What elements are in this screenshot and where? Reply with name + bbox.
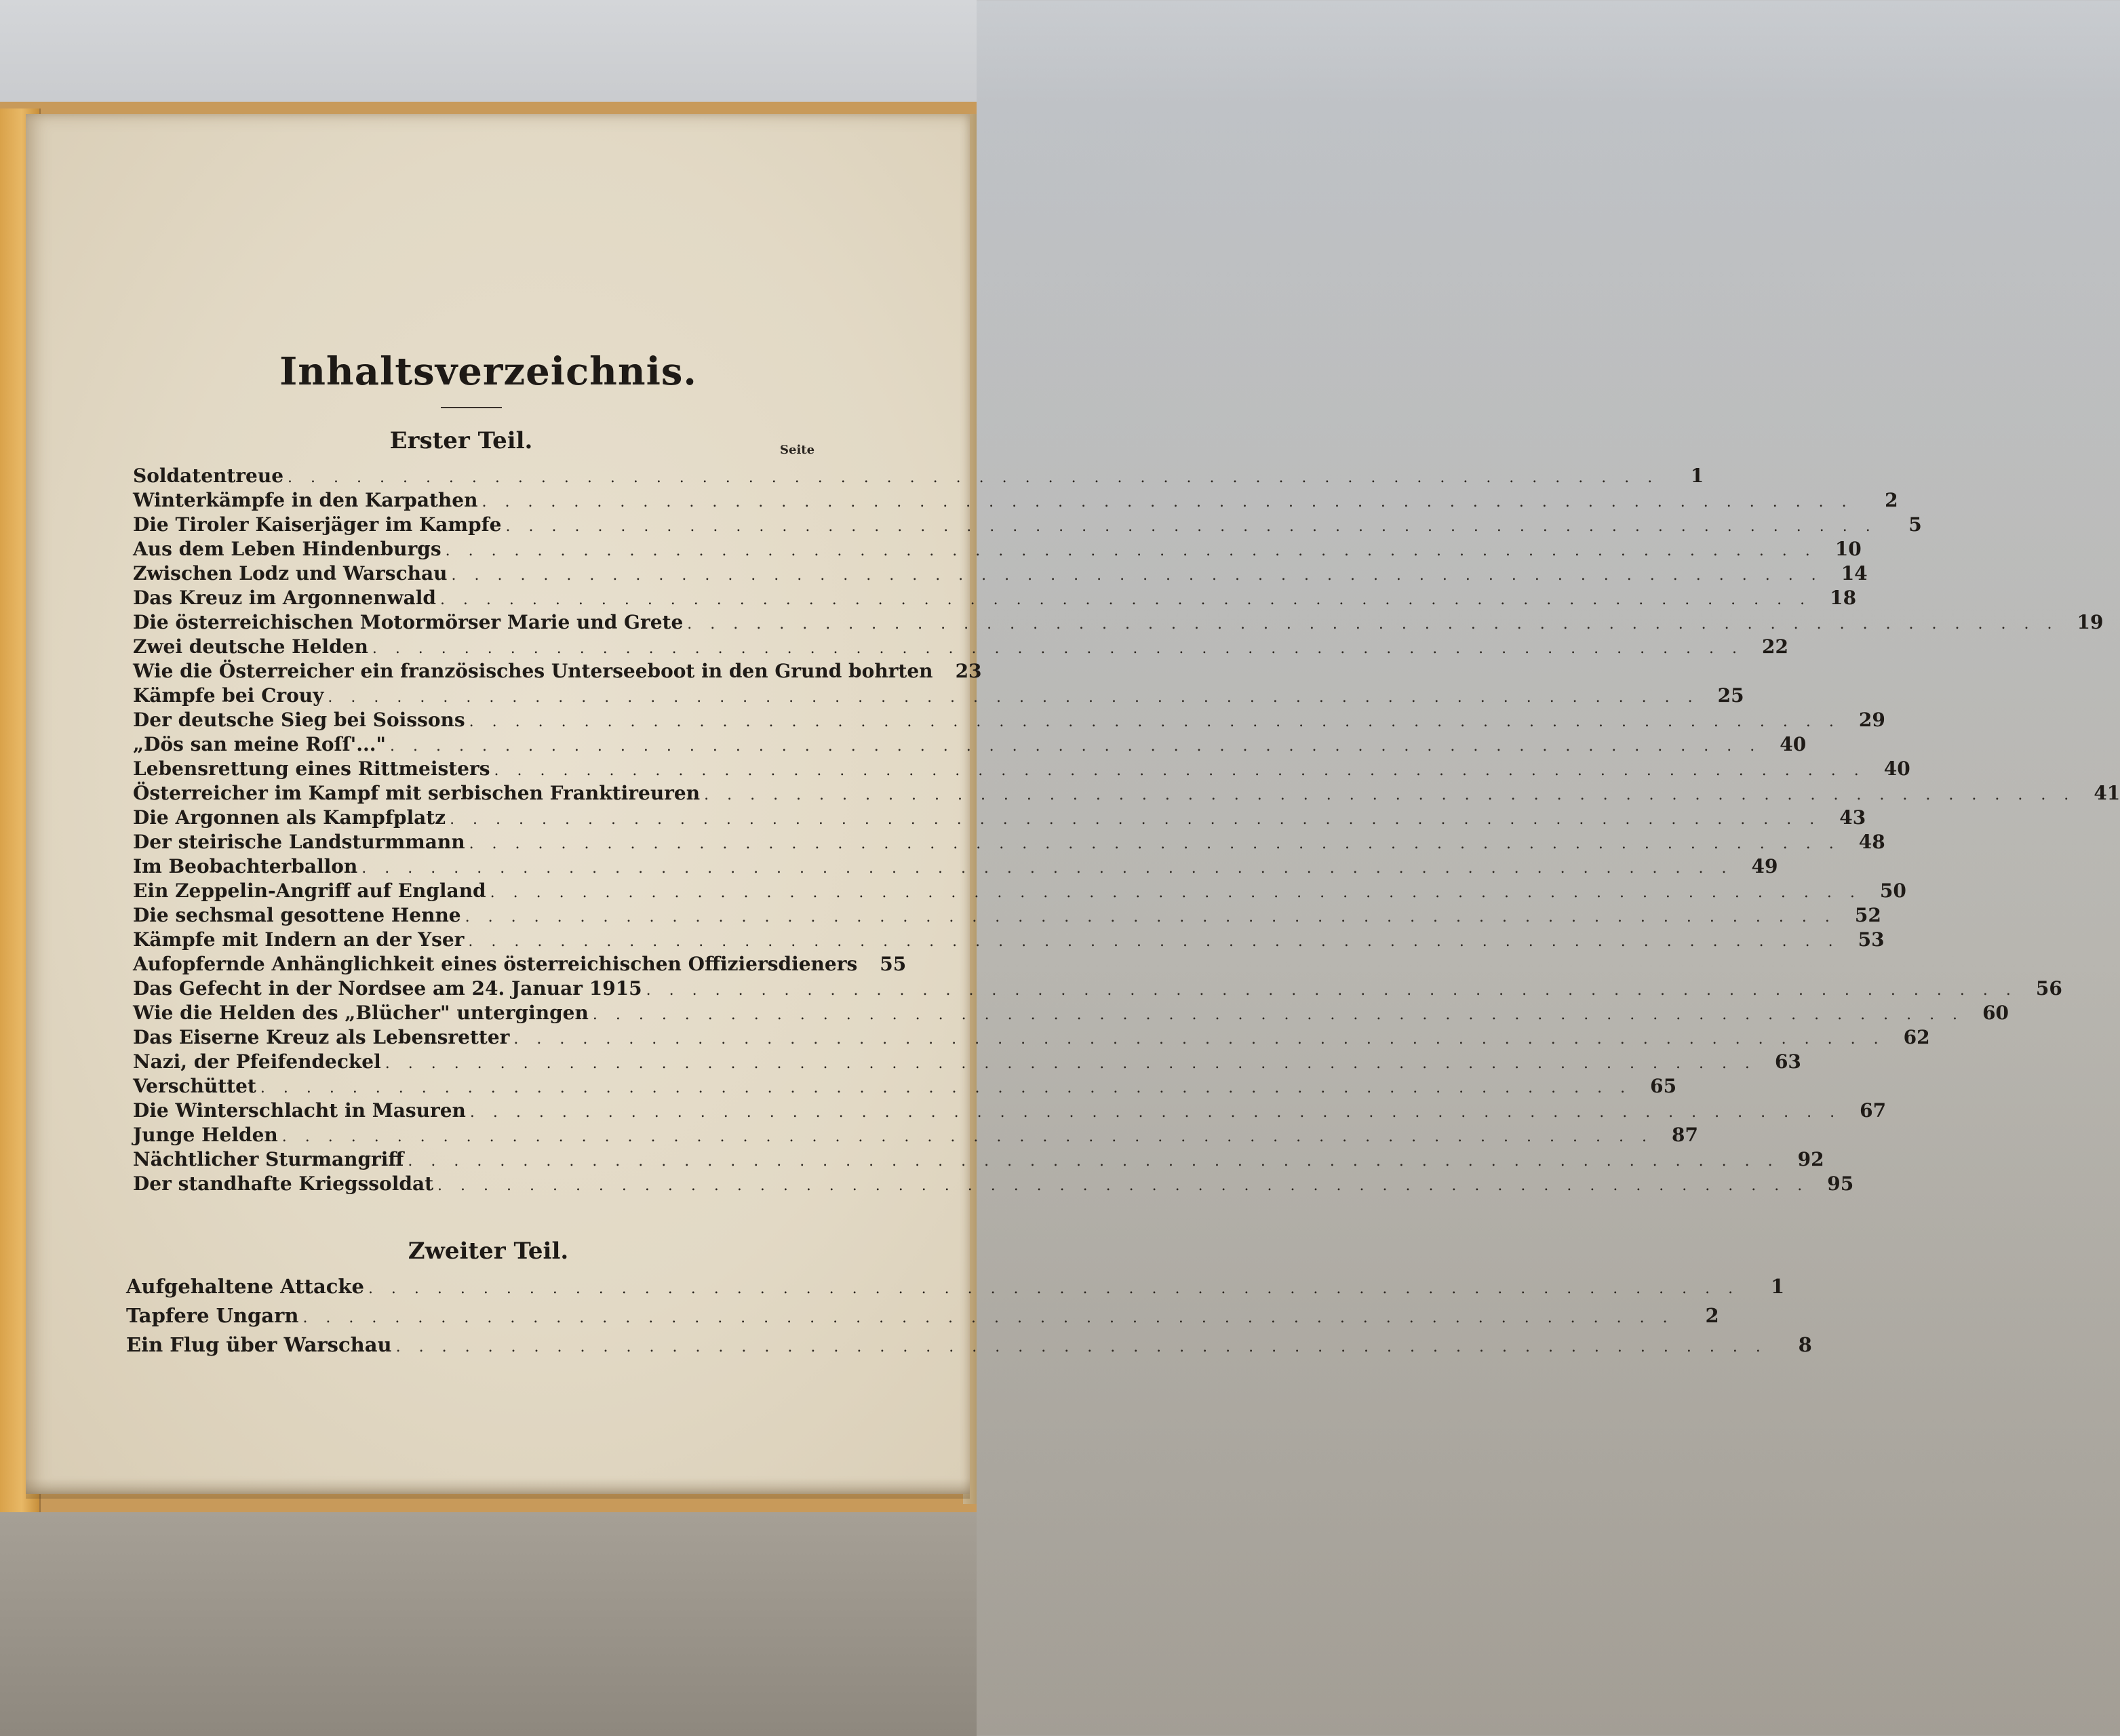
toc-leader-dots [282,1128,1653,1145]
toc-leader-dots [440,591,1811,608]
toc-entry-page: 40 [1883,757,1910,780]
toc-entry-title: Das Gefecht in der Nordsee am 24. Januar 1915 [133,977,642,1000]
toc-entry-title: Der standhafte Kriegssoldat [133,1172,434,1195]
toc-entry-page: 50 [1879,880,1906,902]
page-column-label: Seite [780,443,815,457]
toc-leader-dots [385,1055,1756,1072]
toc-entry-page: 25 [1717,684,1744,707]
toc-entry [126,1275,1785,1304]
toc-entry-page: 60 [1982,1002,2009,1024]
toc-leader-dots [506,518,1877,535]
toc-leader-dots [646,982,2018,999]
toc-entry-page: 10 [1834,538,1862,560]
toc-entry-title: Die Argonnen als Kampfplatz [133,806,446,829]
toc-entry [133,928,1885,953]
toc-entry-title: Die österreichischen Motormörser Marie und Grete [133,611,684,633]
toc-leader-dots [446,542,1817,559]
table-surface-bottom [0,1492,977,1736]
toc-entry-title: Das Eiserne Kreuz als Lebensretter [133,1026,510,1048]
toc-entry [133,1172,1854,1197]
toc-entry [133,1124,1698,1148]
toc-entry-page: 62 [1903,1026,1930,1048]
toc-entry-page: 19 [2077,611,2104,633]
page-shadow [26,1478,970,1499]
toc-entry [133,831,1885,855]
toc-entry-page: 87 [1671,1124,1698,1146]
toc-entry [133,757,1910,782]
toc-entry [133,855,1778,880]
toc-entry-title: Lebensrettung eines Rittmeisters [133,757,490,780]
toc-leader-dots [372,640,1744,657]
toc-entry-page: 23 [955,660,982,682]
toc-entry-page: 53 [1858,928,1885,951]
toc-entry-page: 1 [1690,465,1704,487]
toc-entry-title: Tapfere Ungarn [126,1304,299,1327]
toc-entry-page: 5 [1908,513,1922,536]
toc-leader-dots [328,689,1699,706]
toc-entry [133,660,982,684]
toc-entry [126,1304,1719,1333]
toc-leader-dots [468,933,1839,950]
toc-entry-title: Österreicher im Kampf mit serbischen Franktireuren [133,782,701,804]
toc-entry-title: Zwei deutsche Helden [133,635,368,658]
toc-entry-page: 52 [1854,904,1881,926]
toc-leader-dots [494,762,1866,779]
toc-entry-title: Kämpfe bei Crouy [133,684,324,707]
toc-entry-page: 18 [1830,587,1857,609]
toc-entry [133,1148,1824,1172]
toc-entry [126,1333,1812,1362]
toc-entry [133,1050,1801,1075]
toc-entry-page: 48 [1858,831,1885,853]
toc-part-one [133,465,2120,1197]
toc-part-two [126,1275,1812,1362]
toc-entry-title: Zwischen Lodz und Warschau [133,562,448,585]
toc-entry-title: Die Winterschlacht in Masuren [133,1099,466,1122]
toc-entry-title: Der deutsche Sieg bei Soissons [133,709,465,731]
toc-entry [133,904,1881,928]
toc-leader-dots [470,1104,1841,1121]
toc-entry [133,1075,1677,1099]
toc-leader-dots [302,1309,1674,1326]
toc-leader-dots [450,811,1821,828]
toc-leader-dots [288,469,1659,486]
toc-entry-page: 2 [1705,1304,1719,1327]
toc-entry-title: Junge Helden [133,1124,278,1146]
toc-entry [133,538,1862,562]
toc-leader-dots [390,738,1761,755]
toc-entry [133,611,2104,635]
toc-leader-dots [704,787,2075,804]
toc-entry-page: 29 [1858,709,1885,731]
toc-entry-title: Nazi, der Pfeifendeckel [133,1050,381,1073]
toc-entry-title: Ein Zeppelin-Angriff auf England [133,880,486,902]
toc-entry-title: Aufopfernde Anhänglichkeit eines österreichischen Offiziersdieners [133,953,858,975]
toc-entry-page: 65 [1650,1075,1677,1097]
part-one-heading: Erster Teil. [389,427,533,454]
toc-entry-page: 56 [2035,977,2062,1000]
toc-leader-dots [469,835,1841,852]
toc-entry-page: 95 [1827,1172,1854,1195]
toc-leader-dots [687,616,2058,633]
toc-leader-dots [260,1080,1632,1097]
toc-entry-page: 41 [2094,782,2120,804]
toc-entry-title: Die Tiroler Kaiserjäger im Kampfe [133,513,502,536]
toc-entry-title: Kämpfe mit Indern an der Yser [133,928,465,951]
toc-entry-title: Soldatentreue [133,465,284,487]
toc-leader-dots [593,1006,1964,1023]
toc-leader-dots [396,1339,1767,1356]
toc-entry [133,709,1885,733]
toc-leader-dots [408,1153,1779,1170]
toc-leader-dots [361,860,1733,877]
toc-entry-title: Verschüttet [133,1075,256,1097]
part-two-heading: Zweiter Teil. [408,1238,569,1265]
toc-entry [133,880,1906,904]
toc-entry-page: 92 [1797,1148,1824,1170]
toc-entry [133,562,1868,587]
toc-entry-page: 2 [1885,489,1898,511]
toc-entry-title: Winterkämpfe in den Karpathen [133,489,478,511]
toc-leader-dots [482,494,1853,511]
toc-entry [133,953,907,977]
toc-entry [133,1026,1930,1050]
toc-entry-page: 8 [1798,1333,1812,1356]
toc-entry [133,806,1866,831]
toc-entry [133,782,2120,806]
toc-entry-page: 22 [1762,635,1789,658]
toc-leader-dots [368,1280,1740,1297]
toc-entry [133,1099,1887,1124]
toc-leader-dots [465,909,1837,926]
toc-entry [133,733,1807,757]
toc-entry-title: Der steirische Landsturmmann [133,831,465,853]
toc-entry [133,465,1704,489]
toc-entry-title: Aufgehaltene Attacke [126,1275,364,1298]
toc-entry [133,587,1857,611]
toc-entry [133,489,1898,513]
toc-entry-page: 1 [1770,1275,1785,1298]
toc-entry-page: 67 [1860,1099,1887,1122]
toc-entry-page: 63 [1774,1050,1801,1073]
toc-entry [133,684,1744,709]
toc-entry-title: Das Kreuz im Argonnenwald [133,587,436,609]
page-title: Inhaltsverzeichnis. [279,349,697,394]
toc-entry [133,1002,2009,1026]
toc-leader-dots [490,884,1862,901]
toc-entry-title: Ein Flug über Warschau [126,1333,392,1356]
toc-leader-dots [469,713,1841,730]
toc-entry-title: Nächtlicher Sturmangriff [133,1148,404,1170]
toc-entry-page: 43 [1839,806,1866,829]
toc-entry-page: 14 [1841,562,1868,585]
toc-entry-title: Wie die Helden des „Blücher" untergingen [133,1002,589,1024]
toc-entry [133,635,1789,660]
title-divider [441,407,502,408]
toc-leader-dots [451,567,1822,584]
toc-entry-title: Im Beobachterballon [133,855,358,877]
toc-leader-dots [513,1031,1885,1048]
toc-leader-dots [437,1177,1809,1194]
toc-entry-title: Aus dem Leben Hindenburgs [133,538,441,560]
toc-entry-page: 40 [1780,733,1807,755]
toc-entry-page: 55 [880,953,907,975]
toc-entry-title: Die sechsmal gesottene Henne [133,904,461,926]
toc-entry-page: 49 [1751,855,1778,877]
toc-entry-title: „Dös san meine Roſſ'..." [133,733,387,755]
toc-entry-title: Wie die Österreicher ein französisches Unterseeboot in den Grund bohrten [133,660,933,682]
toc-entry [133,977,2062,1002]
toc-entry [133,513,1922,538]
